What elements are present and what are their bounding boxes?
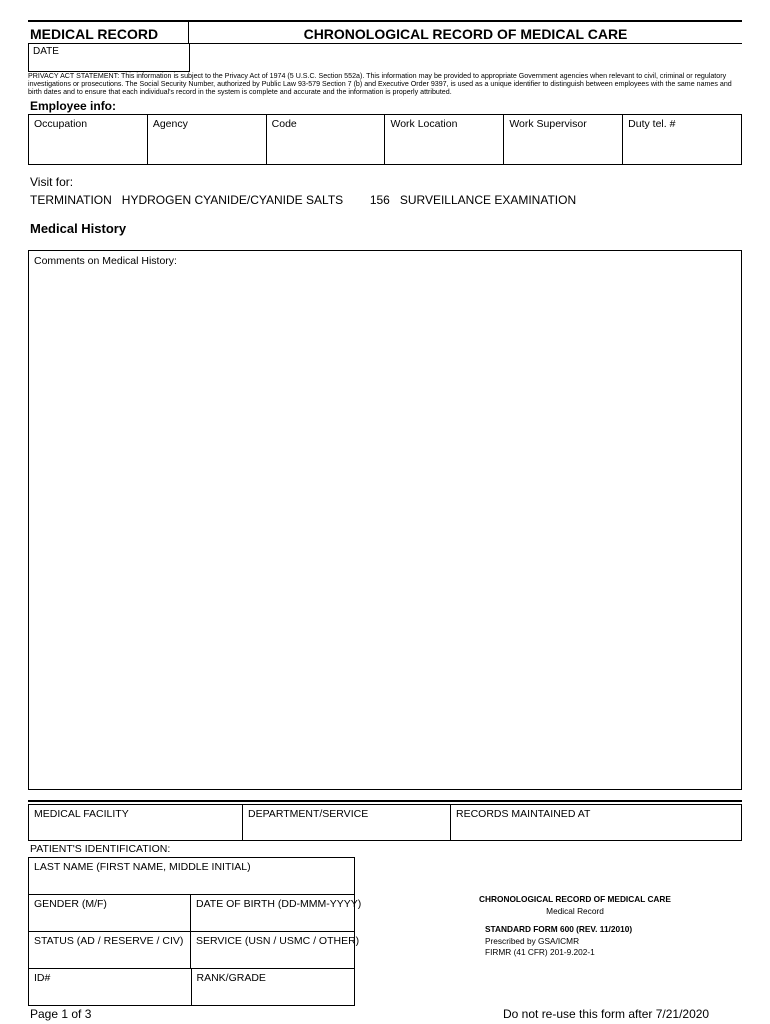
duty-tel-label: Duty tel. # bbox=[628, 118, 676, 130]
patient-identification-table bbox=[28, 857, 362, 1006]
comments-label: Comments on Medical History: bbox=[34, 255, 177, 267]
page-number: Page 1 of 3 bbox=[30, 1007, 92, 1021]
agency-field[interactable] bbox=[148, 115, 267, 164]
department-field[interactable] bbox=[243, 805, 451, 840]
work-supervisor-label: Work Supervisor bbox=[509, 118, 587, 130]
form-heading: CHRONOLOGICAL RECORD OF MEDICAL CARE bbox=[303, 26, 628, 42]
rank-field[interactable] bbox=[192, 969, 355, 1005]
facility-table bbox=[28, 804, 742, 841]
medical-facility-field[interactable] bbox=[29, 805, 243, 840]
work-location-field[interactable] bbox=[385, 115, 504, 164]
work-location-label: Work Location bbox=[390, 118, 458, 130]
records-maintained-label: RECORDS MAINTAINED AT bbox=[456, 808, 591, 820]
date-label: DATE bbox=[33, 46, 59, 57]
gender-label: GENDER (M/F) bbox=[34, 898, 107, 910]
form-info-subtitle: Medical Record bbox=[546, 906, 604, 916]
occupation-label: Occupation bbox=[34, 118, 88, 130]
medical-history-title: Medical History bbox=[30, 221, 127, 236]
dob-label: DATE OF BIRTH (DD-MMM-YYYY) bbox=[196, 898, 362, 910]
work-supervisor-field[interactable] bbox=[504, 115, 623, 164]
last-name-field[interactable] bbox=[29, 858, 354, 895]
facility-rule bbox=[28, 800, 742, 802]
top-rule bbox=[28, 20, 742, 22]
reuse-notice: Do not re-use this form after 7/21/2020 bbox=[503, 1007, 710, 1021]
prescribed-by: Prescribed by GSA/ICMR bbox=[485, 936, 580, 946]
form-title: MEDICAL RECORD bbox=[30, 26, 159, 42]
form-info-title: CHRONOLOGICAL RECORD OF MEDICAL CARE bbox=[479, 894, 671, 904]
status-label: STATUS (AD / RESERVE / CIV) bbox=[34, 935, 184, 947]
code-label: Code bbox=[271, 118, 297, 130]
department-label: DEPARTMENT/SERVICE bbox=[248, 808, 369, 820]
privacy-statement: PRIVACY ACT STATEMENT: This information is subject to the Privacy Act of 1974 (5 U.S.C. Section 552a). This information may be provided to appropriate Government agencies when relevant to civil, criminal or regulatory investigations or prosecutions. The Social Security Number, authorized by Public Law 93-579 Section 7 (b) and Executive Order 9397, is used as a unique identifier to distinguish between employees with the same names and birth dates and to ensure that each individual's record in the system is complete and accurate and the information is properly attributed. bbox=[28, 72, 732, 96]
last-name-label: LAST NAME (FIRST NAME, MIDDLE INITIAL) bbox=[34, 861, 251, 873]
rank-label: RANK/GRADE bbox=[196, 972, 266, 984]
occupation-field[interactable] bbox=[29, 115, 148, 164]
visit-for-label: Visit for: bbox=[30, 175, 74, 189]
id-label: ID# bbox=[34, 972, 51, 984]
firmr-reference: FIRMR (41 CFR) 201-9.202-1 bbox=[485, 947, 595, 957]
agency-label: Agency bbox=[152, 118, 188, 130]
id-field[interactable] bbox=[29, 969, 192, 1005]
gender-field[interactable] bbox=[29, 895, 191, 931]
patient-identification-label: PATIENT'S IDENTIFICATION: bbox=[30, 843, 171, 855]
records-maintained-field[interactable] bbox=[451, 805, 741, 840]
service-field[interactable] bbox=[191, 932, 360, 968]
dob-field[interactable] bbox=[191, 895, 362, 931]
employee-info-table bbox=[28, 114, 742, 165]
medical-history-comments-field[interactable] bbox=[28, 250, 742, 790]
visit-description: TERMINATION HYDROGEN CYANIDE/CYANIDE SALTS 156 SURVEILLANCE EXAMINATION bbox=[30, 193, 577, 207]
medical-facility-label: MEDICAL FACILITY bbox=[34, 808, 129, 820]
code-field[interactable] bbox=[267, 115, 386, 164]
employee-info-title: Employee info: bbox=[30, 99, 117, 113]
form-number: STANDARD FORM 600 (REV. 11/2010) bbox=[485, 924, 633, 934]
status-field[interactable] bbox=[29, 932, 191, 968]
service-label: SERVICE (USN / USMC / OTHER) bbox=[196, 935, 360, 947]
duty-tel-field[interactable] bbox=[623, 115, 741, 164]
